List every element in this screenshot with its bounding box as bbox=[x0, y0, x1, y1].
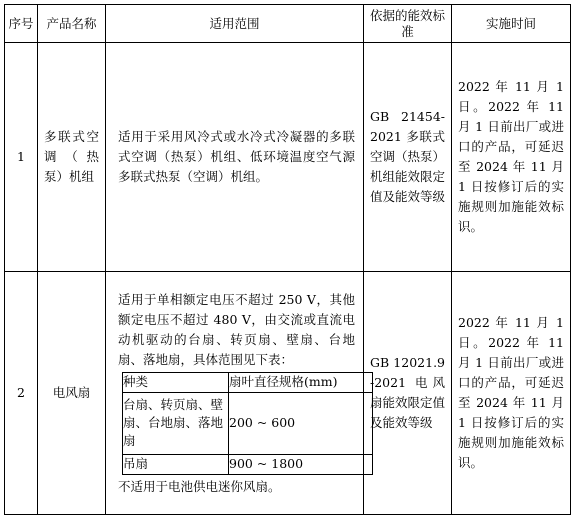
header-standard: 依据的能效标准 bbox=[364, 5, 452, 43]
header-scope: 适用范围 bbox=[106, 5, 364, 43]
row-scope bbox=[106, 272, 364, 515]
row-no: 1 bbox=[5, 43, 38, 272]
spec-header-type: 种类 bbox=[123, 372, 229, 392]
header-date: 实施时间 bbox=[452, 5, 571, 43]
spec-type: 吊扇 bbox=[123, 454, 229, 474]
row-scope: 适用于采用风冷式或水冷式冷凝器的多联式空调（热泵）机组、低环境温度空气源多联式热泵（空调）机组。 bbox=[106, 43, 364, 272]
spec-type: 台扇、转页扇、壁扇、台地扇、落地扇 bbox=[123, 392, 229, 454]
row-name: 多联式空调（热泵）机组 bbox=[38, 43, 106, 272]
spec-row bbox=[123, 392, 373, 454]
spec-row bbox=[123, 454, 373, 474]
spec-header-diameter: 扇叶直径规格(mm) bbox=[229, 372, 373, 392]
row-name: 电风扇 bbox=[38, 272, 106, 515]
header-no: 序号 bbox=[5, 5, 38, 43]
standards-table bbox=[4, 4, 571, 515]
spec-header-row bbox=[123, 372, 373, 392]
row-date: 2022 年 11 月 1 日。2022 年 11 月 1 日前出厂或进口的产品，可延迟至 2024 年 11 月 1 日按修订后的实施规则加施能效标识。 bbox=[452, 43, 571, 272]
row-standard: GB 12021.9-2021 电风扇能效限定值及能效等级 bbox=[364, 272, 452, 515]
header-name: 产品名称 bbox=[38, 5, 106, 43]
row-no: 2 bbox=[5, 272, 38, 515]
fan-spec-table bbox=[122, 372, 373, 475]
spec-diameter: 900 ~ 1800 bbox=[229, 454, 373, 474]
spec-diameter: 200 ~ 600 bbox=[229, 392, 373, 454]
row-date: 2022 年 11 月 1 日。2022 年 11 月 1 日前出厂或进口的产品，可延迟至 2024 年 11 月 1 日按修订后的实施规则加施能效标识。 bbox=[452, 272, 571, 515]
row-standard: GB 21454-2021 多联式空调（热泵）机组能效限定值及能效等级 bbox=[364, 43, 452, 272]
scope-intro: 适用于单相额定电压不超过 250 V，其他额定电压不超过 480 V，由交流或直流电动机驱动的台扇、转页扇、壁扇、台地扇、落地扇，具体范围见下表： bbox=[118, 291, 355, 367]
table-header-row bbox=[5, 5, 571, 43]
table-row bbox=[5, 272, 571, 515]
table-row bbox=[5, 43, 571, 272]
scope-note: 不适用于电池供电迷你风扇。 bbox=[118, 478, 281, 494]
